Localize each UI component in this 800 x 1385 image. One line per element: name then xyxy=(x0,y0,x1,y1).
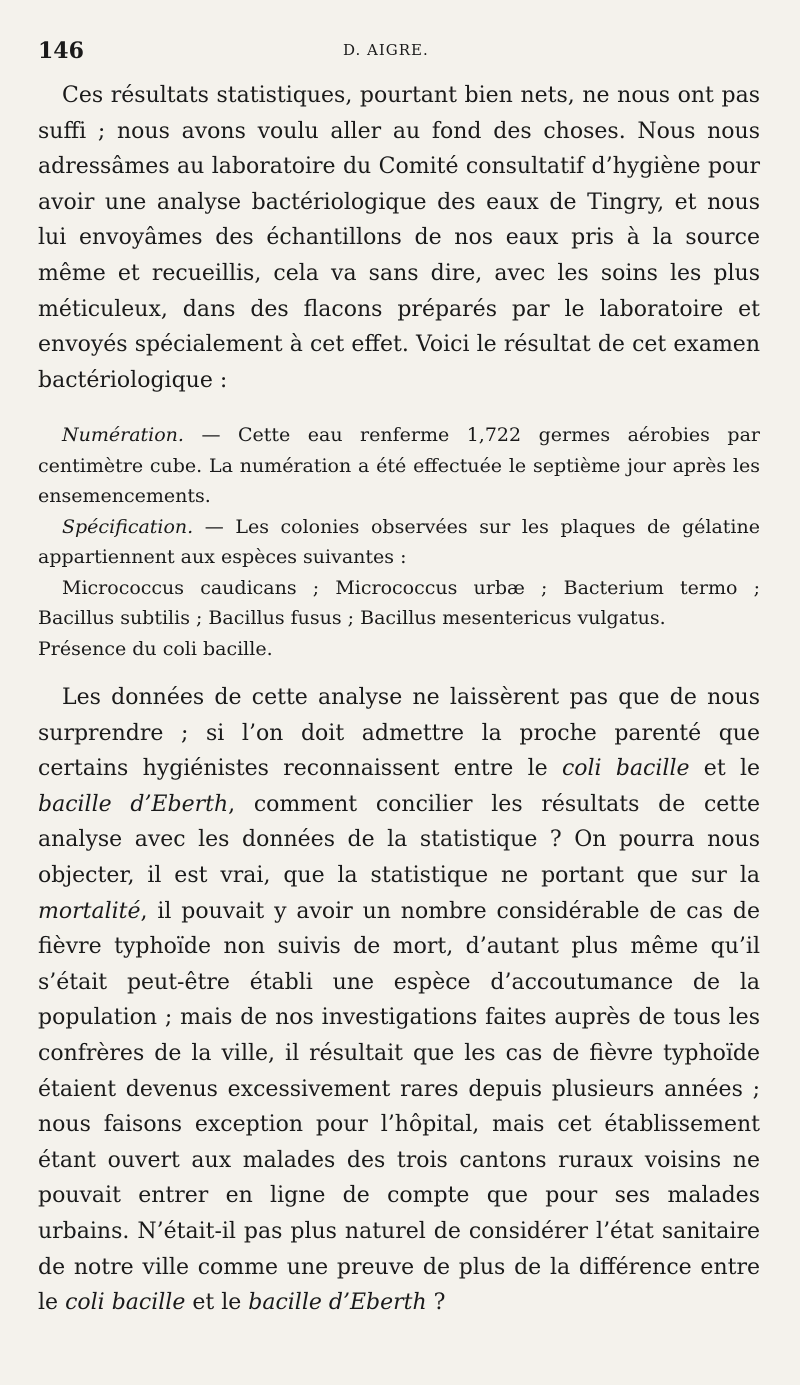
specification-entry xyxy=(38,512,760,573)
running-head xyxy=(38,38,760,68)
page-number: 146 xyxy=(38,38,84,64)
discussion-italic-mortalite: mortalité xyxy=(38,898,141,924)
species-list: Micrococcus caudicans ; Micrococcus urbæ ; Bacterium termo ; Bacillus subtilis ; Bacillus fusus ; Bacillus mesentericus vulgatus. xyxy=(38,576,760,629)
discussion-part-5: et le xyxy=(185,1290,249,1316)
discussion-italic-coli-2: coli bacille xyxy=(65,1290,186,1316)
specification-label: Spécification. xyxy=(62,515,194,538)
discussion-italic-coli-1: coli bacille xyxy=(561,756,690,782)
running-title: D. AIGRE. xyxy=(343,41,429,59)
coli-presence: Présence du coli bacille. xyxy=(38,637,273,660)
discussion-italic-eberth-2: bacille d’Eberth xyxy=(248,1290,427,1316)
discussion-part-3: , comment concilier les résultats de cette analyse avec les données de la statistique ? On pourra nous objecter, il est vrai, que la statistique ne portant que sur la xyxy=(38,791,760,888)
discussion-part-2: et le xyxy=(689,756,760,782)
paragraph-discussion xyxy=(38,680,760,1321)
numeration-entry xyxy=(38,420,760,512)
discussion-part-6: ? xyxy=(426,1290,446,1316)
paragraph-statistics xyxy=(38,78,760,398)
paragraph-statistics-text: Ces résultats statistiques, pourtant bien nets, ne nous ont pas suffi ; nous avons voulu aller au fond des choses. Nous nous adressâmes au laboratoire du Comité consultatif d’hygiène pour avoir une analyse bactériologique des eaux de Tingry, et nous lui envoyâmes des échantillons de nos eaux pris à la source même et recueillis, cela va sans dire, avec les soins les plus méticuleux, dans des flacons préparés par le laboratoire et envoyés spécialement à cet effet. Voici le résultat de cet examen bactériologique : xyxy=(38,83,760,393)
discussion-part-4: , il pouvait y avoir un nombre considérable de cas de fièvre typhoïde non suivis de mort, d’autant plus même qu’il s’était peut-être établi une espèce d’accoutumance de la population ; mais de nos investigations faites auprès de tous les confrères de la ville, il résultait que les cas de fièvre typhoïde étaient devenus excessivement rares depuis plusieurs années ; nous faisons exception pour l’hôpital, mais cet établissement étant ouvert aux malades des trois cantons ruraux voisins ne pouvait entrer en ligne de compte que pour ses malades urbains. N’était-il pas plus naturel de considérer l’état sanitaire de notre ville comme une preuve de plus de la différence entre le xyxy=(38,898,760,1316)
discussion-italic-eberth-1: bacille d’Eberth xyxy=(38,791,229,817)
bacteriological-analysis xyxy=(38,420,760,664)
specification-text: — Les colonies observées sur les plaques de gélatine appartiennent aux espèces suivantes : xyxy=(38,515,760,568)
numeration-text: — Cette eau renferme 1,722 germes aérobies par centimètre cube. La numération a été effectuée le septième jour après les ensemencements. xyxy=(38,424,760,507)
discussion-part-1: Les données de cette analyse ne laissèrent pas que de nous surprendre ; si l’on doit admettre la proche parenté que certains hygiénistes reconnaissent entre le xyxy=(38,685,760,782)
numeration-label: Numération. xyxy=(62,424,184,446)
